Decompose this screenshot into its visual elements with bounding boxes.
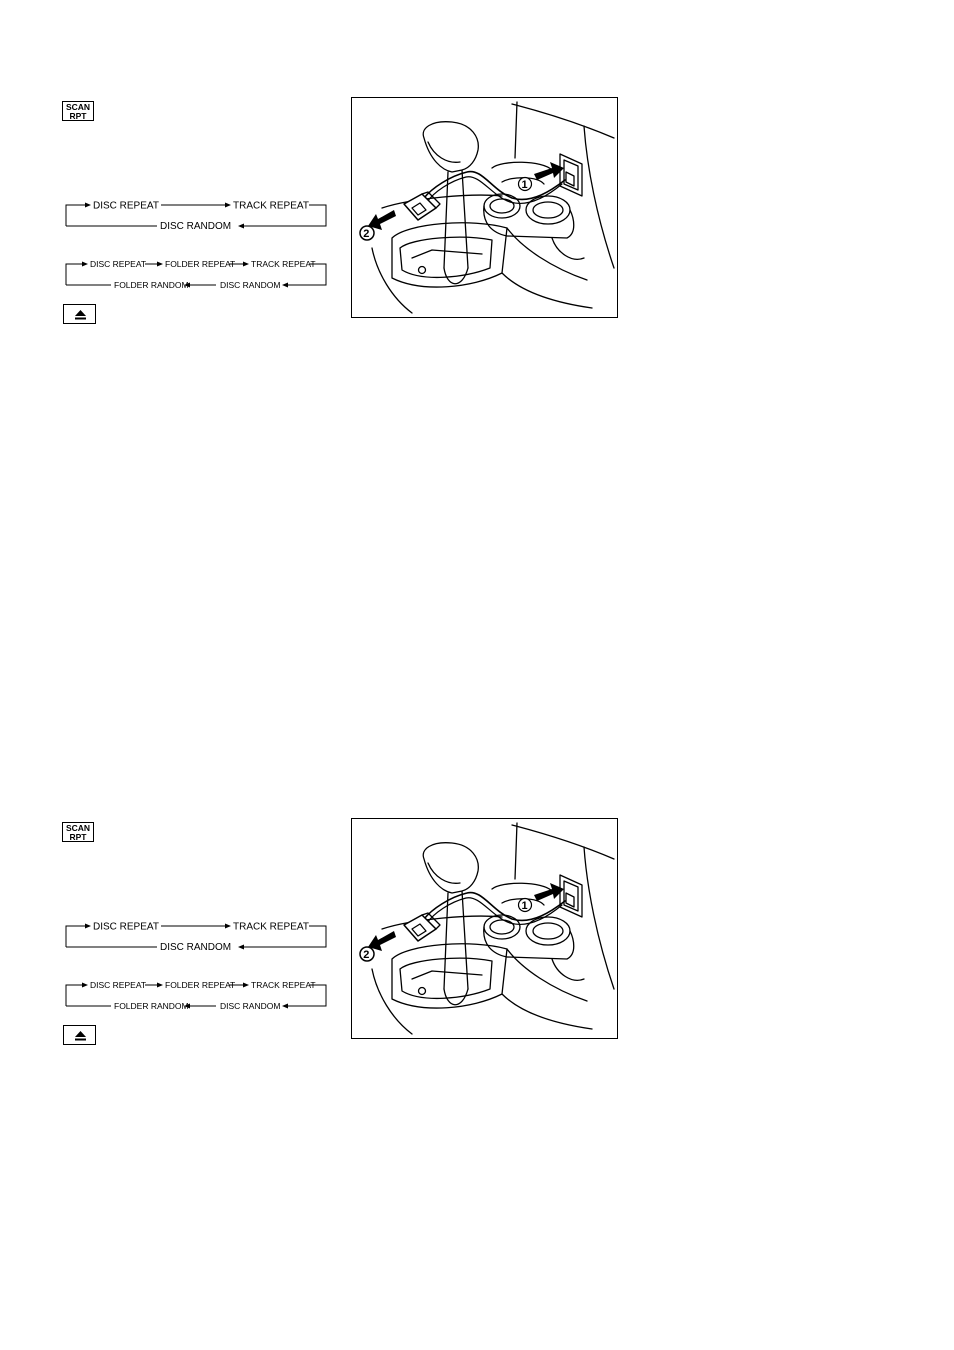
mp3-disc-random-label: DISC RANDOM (220, 1001, 281, 1011)
cd-repeat-cycle (64, 917, 330, 953)
scan-label: SCAN (65, 823, 91, 833)
step-2-label: 2 (363, 949, 370, 961)
cd-disc-random-label: DISC RANDOM (160, 942, 232, 953)
cd-track-repeat-label: TRACK REPEAT (233, 200, 309, 212)
cd-disc-random-label: DISC RANDOM (160, 221, 232, 232)
mp3-disc-repeat-label: DISC REPEAT (90, 980, 147, 990)
section-bottom (0, 721, 954, 1011)
cd-repeat-cycle (64, 196, 330, 232)
eject-icon (63, 304, 96, 324)
mp3-repeat-cycle (64, 256, 330, 290)
console-connector-illustration (351, 818, 618, 1039)
eject-icon (63, 1025, 96, 1045)
cd-disc-repeat-label: DISC REPEAT (93, 200, 159, 212)
step-1-label: 1 (521, 179, 528, 191)
mp3-folder-random-label: FOLDER RANDOM (114, 280, 189, 290)
rpt-label: RPT (69, 831, 87, 842)
section-top (0, 0, 954, 290)
mp3-repeat-cycle (64, 977, 330, 1011)
step-2-label: 2 (363, 228, 370, 240)
scan-label: SCAN (65, 102, 91, 112)
rpt-label: RPT (69, 110, 87, 121)
mp3-folder-random-label: FOLDER RANDOM (114, 1001, 189, 1011)
cd-track-repeat-label: TRACK REPEAT (233, 921, 309, 933)
console-connector-illustration (351, 97, 618, 318)
mp3-folder-repeat-label: FOLDER REPEAT (165, 980, 236, 990)
mp3-track-repeat-label: TRACK REPEAT (251, 259, 316, 269)
mp3-disc-repeat-label: DISC REPEAT (90, 259, 147, 269)
scan-rpt-button-icon (62, 101, 94, 121)
scan-rpt-button-icon (62, 822, 94, 842)
step-1-label: 1 (521, 900, 528, 912)
mp3-disc-random-label: DISC RANDOM (220, 280, 281, 290)
mp3-track-repeat-label: TRACK REPEAT (251, 980, 316, 990)
mp3-folder-repeat-label: FOLDER REPEAT (165, 259, 236, 269)
cd-disc-repeat-label: DISC REPEAT (93, 921, 159, 933)
